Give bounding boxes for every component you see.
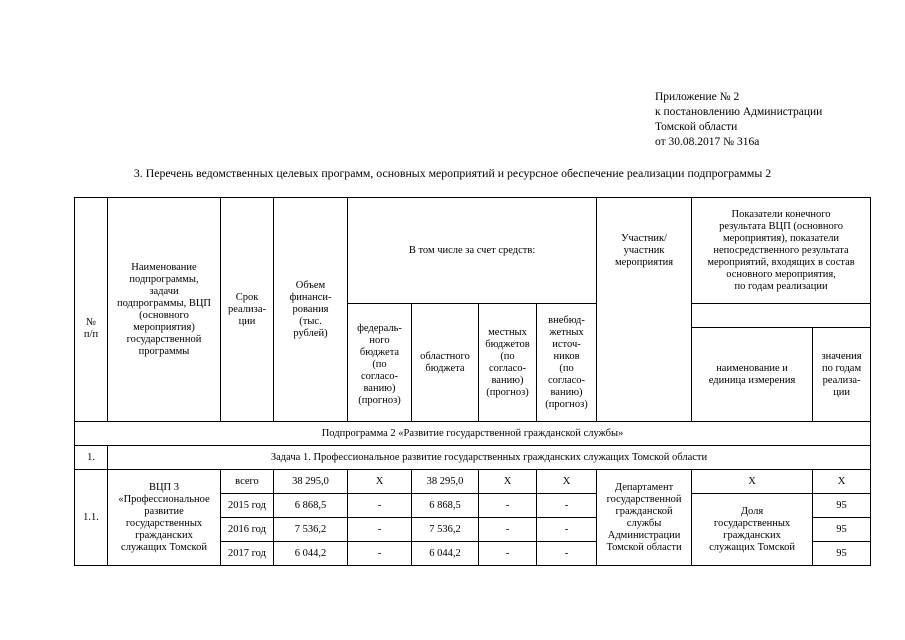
task-title: Задача 1. Профессиональное развитие государственных гражданских служащих Томской области [108,446,871,470]
header-extra: внебюд- жетных источ- ников (по согласо- ванию) (прогноз) [537,304,597,422]
cell-extra: - [537,542,597,566]
cell-local: - [479,542,537,566]
cell-local: Х [479,470,537,494]
cell-federal: - [348,518,412,542]
vcp-participant: Департамент государственной гражданской службы Администрации Томской области [597,470,692,566]
header-term: Срок реализа- ции [221,198,274,422]
appendix-line: к постановлению Администрации [655,106,823,118]
cell-regional: 7 536,2 [412,518,479,542]
task-row [75,446,871,470]
appendix-line: Приложение № 2 [655,91,740,103]
cell-federal: Х [348,470,412,494]
header-name: Наименование подпрограммы, задачи подпрограммы, ВЦП (основного мероприятия) государственной программы [108,198,221,422]
cell-regional: 6 868,5 [412,494,479,518]
header-local: местных бюджетов (по согласо- ванию) (прогноз) [479,304,537,422]
subprogram-row [75,422,871,446]
header-participant-continuation [597,304,692,422]
document-heading: 3. Перечень ведомственных целевых программ, основных мероприятий и ресурсное обеспечение реализации подпрограммы 2 [133,166,772,180]
cell-regional: 6 044,2 [412,542,479,566]
cell-federal: - [348,542,412,566]
appendix-block [655,90,822,150]
appendix-line: Томской области [655,121,738,133]
cell-term: 2015 год [221,494,274,518]
header-federal: федераль- ного бюджета (по согласо- ванию) (прогноз) [348,304,412,422]
header-row [75,198,871,304]
cell-term: 2017 год [221,542,274,566]
cell-extra: - [537,518,597,542]
header-regional: областного бюджета [412,304,479,422]
cell-extra: Х [537,470,597,494]
subprogram-title: Подпрограмма 2 «Развитие государственной гражданской службы» [75,422,871,446]
cell-indicator-value: Х [813,470,871,494]
cell-local: - [479,494,537,518]
cell-volume: 7 536,2 [274,518,348,542]
header-indicator-name: наименование и единица измерения [692,328,813,422]
header-indicator-values: значения по годам реализа- ции [813,328,871,422]
header-participant: Участник/ участник мероприятия [597,198,692,304]
cell-volume: 38 295,0 [274,470,348,494]
cell-indicator-value: 95 [813,494,871,518]
cell-term: 2016 год [221,518,274,542]
cell-regional: 38 295,0 [412,470,479,494]
header-indicators: Показатели конечного результата ВЦП (основного мероприятия), показатели непосредственного результата мероприятий, входящих в состав основного мероприятия, по годам реализации [692,198,871,304]
cell-volume: 6 044,2 [274,542,348,566]
cell-volume: 6 868,5 [274,494,348,518]
vcp-indicator-name: Доля государственных гражданских служащих Томской [692,494,813,566]
cell-indicator-value: 95 [813,542,871,566]
cell-indicator-name: Х [692,470,813,494]
program-table [74,197,871,566]
vcp-num: 1.1. [75,470,108,566]
task-num: 1. [75,446,108,470]
vcp-name: ВЦП 3 «Профессиональное развитие государственных гражданских служащих Томской [108,470,221,566]
header-volume: Объем финанси- рования (тыс. рублей) [274,198,348,422]
cell-indicator-value: 95 [813,518,871,542]
appendix-line: от 30.08.2017 № 316а [655,136,760,148]
cell-federal: - [348,494,412,518]
cell-local: - [479,518,537,542]
header-num: № п/п [75,198,108,422]
cell-extra: - [537,494,597,518]
table-row [75,470,871,494]
header-indicators-spacer [692,304,871,328]
cell-term: всего [221,470,274,494]
header-including: В том числе за счет средств: [348,198,597,304]
